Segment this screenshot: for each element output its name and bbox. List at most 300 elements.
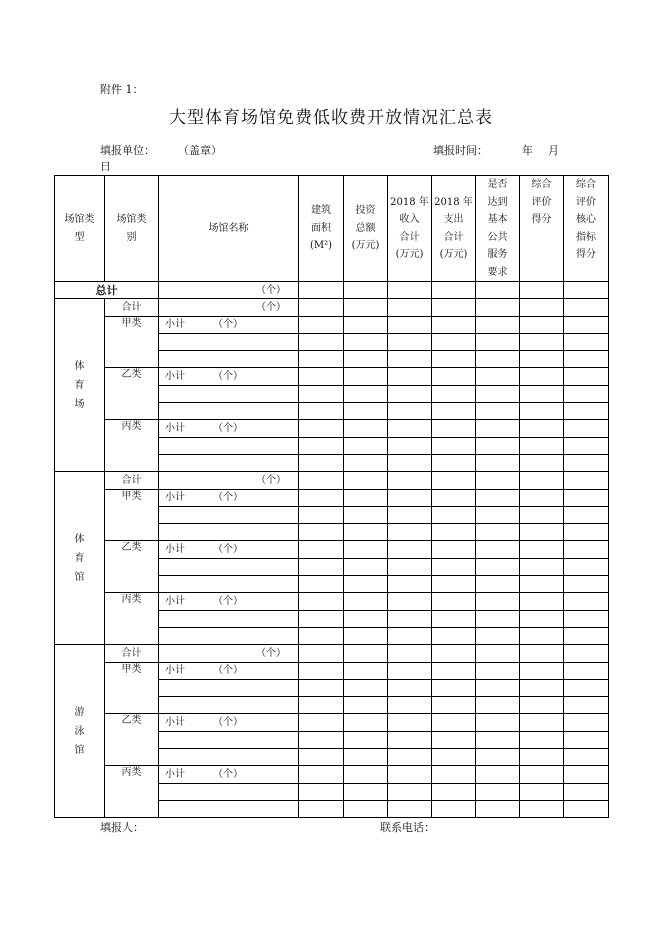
data-cell[interactable] xyxy=(476,524,520,541)
venue-category: 丙类 xyxy=(105,766,159,818)
subtotal-cell xyxy=(159,541,299,558)
column-header: 2018 年 支出 合计 (万元) xyxy=(432,176,476,282)
data-cell[interactable] xyxy=(299,282,344,299)
data-cell[interactable] xyxy=(299,558,344,575)
data-cell[interactable] xyxy=(299,333,344,350)
data-cell[interactable] xyxy=(520,541,564,558)
data-cell[interactable] xyxy=(344,282,388,299)
data-cell[interactable] xyxy=(299,749,344,766)
data-cell[interactable] xyxy=(520,420,564,437)
data-cell[interactable] xyxy=(476,299,520,316)
data-cell[interactable] xyxy=(299,368,344,385)
subtotal-cell xyxy=(159,368,299,385)
data-cell[interactable] xyxy=(564,282,609,299)
data-cell[interactable] xyxy=(344,299,388,316)
data-cell[interactable] xyxy=(476,645,520,662)
data-cell[interactable] xyxy=(564,351,609,368)
data-cell[interactable] xyxy=(432,385,476,402)
data-cell[interactable] xyxy=(476,679,520,696)
subtotal-cell xyxy=(159,766,299,783)
data-cell[interactable] xyxy=(520,299,564,316)
data-cell[interactable] xyxy=(432,749,476,766)
data-cell[interactable] xyxy=(520,749,564,766)
data-cell[interactable] xyxy=(432,627,476,644)
data-cell[interactable] xyxy=(476,749,520,766)
data-cell[interactable] xyxy=(344,368,388,385)
data-cell[interactable] xyxy=(476,472,520,489)
data-cell[interactable] xyxy=(520,576,564,593)
subtotal-count-unit: （个） xyxy=(213,319,243,331)
data-cell[interactable] xyxy=(299,299,344,316)
data-cell[interactable] xyxy=(564,662,609,679)
data-cell[interactable] xyxy=(299,576,344,593)
venue-name-cell[interactable] xyxy=(159,558,299,575)
column-header: 综合 评价 得分 xyxy=(520,176,564,282)
column-header: 投资 总额 (万元) xyxy=(344,176,388,282)
table-row xyxy=(55,489,609,506)
venue-name-cell[interactable] xyxy=(159,454,299,471)
venue-name-cell[interactable] xyxy=(159,437,299,454)
data-cell[interactable] xyxy=(388,506,432,523)
data-cell[interactable] xyxy=(388,351,432,368)
table-row xyxy=(55,420,609,437)
data-cell[interactable] xyxy=(344,472,388,489)
data-cell[interactable] xyxy=(299,351,344,368)
seal-label: （盖章） xyxy=(178,144,222,157)
data-cell[interactable] xyxy=(388,282,432,299)
data-cell[interactable] xyxy=(476,351,520,368)
data-cell[interactable] xyxy=(432,299,476,316)
sum-count-unit: （个） xyxy=(159,472,299,489)
venue-category: 乙类 xyxy=(105,714,159,766)
data-cell[interactable] xyxy=(564,714,609,731)
data-cell[interactable] xyxy=(520,454,564,471)
data-cell[interactable] xyxy=(388,472,432,489)
data-cell[interactable] xyxy=(344,714,388,731)
data-cell[interactable] xyxy=(564,576,609,593)
data-cell[interactable] xyxy=(520,627,564,644)
data-cell[interactable] xyxy=(564,610,609,627)
data-cell[interactable] xyxy=(432,437,476,454)
data-cell[interactable] xyxy=(476,489,520,506)
subtotal-count-unit: （个） xyxy=(213,371,243,383)
phone-label: 联系电话： xyxy=(380,821,435,834)
data-cell[interactable] xyxy=(564,454,609,471)
data-cell[interactable] xyxy=(432,679,476,696)
data-cell[interactable] xyxy=(299,645,344,662)
data-cell[interactable] xyxy=(564,368,609,385)
data-cell[interactable] xyxy=(564,299,609,316)
subtotal-cell xyxy=(159,714,299,731)
data-cell[interactable] xyxy=(299,731,344,748)
data-cell[interactable] xyxy=(388,697,432,714)
data-cell[interactable] xyxy=(432,731,476,748)
data-cell[interactable] xyxy=(564,403,609,420)
data-cell[interactable] xyxy=(388,593,432,610)
data-cell[interactable] xyxy=(388,679,432,696)
table-row xyxy=(55,714,609,731)
data-cell[interactable] xyxy=(564,420,609,437)
venue-name-cell[interactable] xyxy=(159,385,299,402)
attachment-label: 附件 1： xyxy=(100,83,144,96)
data-cell[interactable] xyxy=(476,697,520,714)
data-cell[interactable] xyxy=(432,593,476,610)
venue-category: 乙类 xyxy=(105,368,159,420)
venue-name-cell[interactable] xyxy=(159,333,299,350)
data-cell[interactable] xyxy=(388,524,432,541)
data-cell[interactable] xyxy=(432,282,476,299)
venue-type: 游 泳 馆 xyxy=(55,645,105,818)
data-cell[interactable] xyxy=(344,333,388,350)
table-row xyxy=(55,662,609,679)
data-cell[interactable] xyxy=(344,610,388,627)
data-cell[interactable] xyxy=(299,403,344,420)
column-header: 场馆名称 xyxy=(159,176,299,282)
data-cell[interactable] xyxy=(564,472,609,489)
data-cell[interactable] xyxy=(299,316,344,333)
data-cell[interactable] xyxy=(476,783,520,800)
data-cell[interactable] xyxy=(432,766,476,783)
data-cell[interactable] xyxy=(388,783,432,800)
sum-label: 合计 xyxy=(105,299,159,316)
data-cell[interactable] xyxy=(299,610,344,627)
data-cell[interactable] xyxy=(520,524,564,541)
subtotal-label: 小计 xyxy=(165,319,185,331)
data-cell[interactable] xyxy=(564,679,609,696)
venue-name-cell[interactable] xyxy=(159,627,299,644)
table-row xyxy=(55,368,609,385)
data-cell[interactable] xyxy=(520,645,564,662)
data-cell[interactable] xyxy=(388,627,432,644)
data-cell[interactable] xyxy=(432,316,476,333)
data-cell[interactable] xyxy=(299,697,344,714)
venue-category: 甲类 xyxy=(105,489,159,541)
data-cell[interactable] xyxy=(299,454,344,471)
data-cell[interactable] xyxy=(432,454,476,471)
data-cell[interactable] xyxy=(520,662,564,679)
data-cell[interactable] xyxy=(520,506,564,523)
data-cell[interactable] xyxy=(344,627,388,644)
venue-name-cell[interactable] xyxy=(159,800,299,817)
data-cell[interactable] xyxy=(520,697,564,714)
venue-name-cell[interactable] xyxy=(159,610,299,627)
data-cell[interactable] xyxy=(476,403,520,420)
data-cell[interactable] xyxy=(476,610,520,627)
data-cell[interactable] xyxy=(520,333,564,350)
data-cell[interactable] xyxy=(564,489,609,506)
data-cell[interactable] xyxy=(299,489,344,506)
data-cell[interactable] xyxy=(520,610,564,627)
data-cell[interactable] xyxy=(432,506,476,523)
sum-label: 合计 xyxy=(105,645,159,662)
data-cell[interactable] xyxy=(299,524,344,541)
data-cell[interactable] xyxy=(388,385,432,402)
data-cell[interactable] xyxy=(520,593,564,610)
data-cell[interactable] xyxy=(432,697,476,714)
data-cell[interactable] xyxy=(344,731,388,748)
data-cell[interactable] xyxy=(299,385,344,402)
data-cell[interactable] xyxy=(564,645,609,662)
data-cell[interactable] xyxy=(344,783,388,800)
venue-name-cell[interactable] xyxy=(159,783,299,800)
data-cell[interactable] xyxy=(388,403,432,420)
data-cell[interactable] xyxy=(344,437,388,454)
data-cell[interactable] xyxy=(432,783,476,800)
data-cell[interactable] xyxy=(476,385,520,402)
data-cell[interactable] xyxy=(344,558,388,575)
subtotal-label: 小计 xyxy=(165,423,185,435)
data-cell[interactable] xyxy=(476,541,520,558)
subtotal-cell xyxy=(159,662,299,679)
data-cell[interactable] xyxy=(432,800,476,817)
data-cell[interactable] xyxy=(564,697,609,714)
data-cell[interactable] xyxy=(388,558,432,575)
data-cell[interactable] xyxy=(564,437,609,454)
data-cell[interactable] xyxy=(476,506,520,523)
data-cell[interactable] xyxy=(388,437,432,454)
subtotal-label: 小计 xyxy=(165,544,185,556)
data-cell[interactable] xyxy=(299,679,344,696)
data-cell[interactable] xyxy=(520,766,564,783)
data-cell[interactable] xyxy=(564,333,609,350)
data-cell[interactable] xyxy=(388,714,432,731)
subtotal-cell xyxy=(159,489,299,506)
data-cell[interactable] xyxy=(299,506,344,523)
venue-category: 丙类 xyxy=(105,420,159,472)
data-cell[interactable] xyxy=(344,593,388,610)
data-cell[interactable] xyxy=(388,541,432,558)
data-cell[interactable] xyxy=(388,749,432,766)
data-cell[interactable] xyxy=(432,333,476,350)
data-cell[interactable] xyxy=(564,593,609,610)
table-row xyxy=(55,766,609,783)
data-cell[interactable] xyxy=(344,645,388,662)
data-cell[interactable] xyxy=(564,783,609,800)
sum-label: 合计 xyxy=(105,472,159,489)
data-cell[interactable] xyxy=(476,454,520,471)
subtotal-cell xyxy=(159,316,299,333)
data-cell[interactable] xyxy=(388,610,432,627)
data-cell[interactable] xyxy=(564,800,609,817)
subtotal-label: 小计 xyxy=(165,768,185,780)
data-cell[interactable] xyxy=(476,593,520,610)
venue-name-cell[interactable] xyxy=(159,576,299,593)
data-cell[interactable] xyxy=(476,766,520,783)
data-cell[interactable] xyxy=(299,766,344,783)
data-cell[interactable] xyxy=(344,385,388,402)
data-cell[interactable] xyxy=(344,403,388,420)
data-cell[interactable] xyxy=(388,368,432,385)
data-cell[interactable] xyxy=(388,576,432,593)
subtotal-count-unit: （个） xyxy=(213,423,243,435)
data-cell[interactable] xyxy=(388,800,432,817)
total-row xyxy=(55,282,609,299)
data-cell[interactable] xyxy=(564,731,609,748)
data-cell[interactable] xyxy=(520,368,564,385)
data-cell[interactable] xyxy=(432,472,476,489)
data-cell[interactable] xyxy=(476,714,520,731)
data-cell[interactable] xyxy=(564,558,609,575)
subtotal-label: 小计 xyxy=(165,665,185,677)
sum-count-unit: （个） xyxy=(159,645,299,662)
subtotal-cell xyxy=(159,420,299,437)
subtotal-label: 小计 xyxy=(165,492,185,504)
data-cell[interactable] xyxy=(520,558,564,575)
data-cell[interactable] xyxy=(520,437,564,454)
data-cell[interactable] xyxy=(299,800,344,817)
venue-name-cell[interactable] xyxy=(159,403,299,420)
group-sum-row xyxy=(55,472,609,489)
column-header: 综合 评价 核心 指标 得分 xyxy=(564,176,609,282)
data-cell[interactable] xyxy=(344,697,388,714)
data-cell[interactable] xyxy=(476,800,520,817)
venue-category: 甲类 xyxy=(105,662,159,714)
data-cell[interactable] xyxy=(520,385,564,402)
data-cell[interactable] xyxy=(299,593,344,610)
data-cell[interactable] xyxy=(564,766,609,783)
group-sum-row xyxy=(55,299,609,316)
data-cell[interactable] xyxy=(476,662,520,679)
data-cell[interactable] xyxy=(299,472,344,489)
data-cell[interactable] xyxy=(476,420,520,437)
data-cell[interactable] xyxy=(388,489,432,506)
data-cell[interactable] xyxy=(344,351,388,368)
data-cell[interactable] xyxy=(299,714,344,731)
data-cell[interactable] xyxy=(476,558,520,575)
data-cell[interactable] xyxy=(344,766,388,783)
subtotal-count-unit: （个） xyxy=(213,665,243,677)
data-cell[interactable] xyxy=(520,403,564,420)
data-cell[interactable] xyxy=(299,783,344,800)
subtotal-count-unit: （个） xyxy=(213,717,243,729)
data-cell[interactable] xyxy=(344,316,388,333)
header-row xyxy=(55,176,609,282)
data-cell[interactable] xyxy=(344,506,388,523)
data-cell[interactable] xyxy=(564,524,609,541)
venue-name-cell[interactable] xyxy=(159,749,299,766)
venue-name-cell[interactable] xyxy=(159,679,299,696)
data-cell[interactable] xyxy=(432,576,476,593)
column-header: 是否 达到 基本 公共 服务 要求 xyxy=(476,176,520,282)
data-cell[interactable] xyxy=(520,800,564,817)
column-header: 建筑 面积 (M²) xyxy=(299,176,344,282)
data-cell[interactable] xyxy=(564,316,609,333)
data-cell[interactable] xyxy=(388,731,432,748)
data-cell[interactable] xyxy=(344,662,388,679)
data-cell[interactable] xyxy=(344,576,388,593)
data-cell[interactable] xyxy=(476,437,520,454)
reporter-label: 填报人： xyxy=(100,821,144,834)
data-cell[interactable] xyxy=(520,472,564,489)
data-cell[interactable] xyxy=(299,662,344,679)
data-cell[interactable] xyxy=(520,783,564,800)
data-cell[interactable] xyxy=(432,420,476,437)
data-cell[interactable] xyxy=(432,541,476,558)
data-cell[interactable] xyxy=(344,420,388,437)
data-cell[interactable] xyxy=(432,489,476,506)
data-cell[interactable] xyxy=(344,524,388,541)
data-cell[interactable] xyxy=(564,506,609,523)
data-cell[interactable] xyxy=(564,385,609,402)
data-cell[interactable] xyxy=(564,627,609,644)
data-cell[interactable] xyxy=(388,766,432,783)
data-cell[interactable] xyxy=(432,403,476,420)
data-cell[interactable] xyxy=(344,749,388,766)
data-cell[interactable] xyxy=(476,731,520,748)
subtotal-count-unit: （个） xyxy=(213,595,243,607)
data-cell[interactable] xyxy=(432,610,476,627)
data-cell[interactable] xyxy=(564,541,609,558)
data-cell[interactable] xyxy=(299,541,344,558)
table-row xyxy=(55,593,609,610)
data-cell[interactable] xyxy=(432,524,476,541)
data-cell[interactable] xyxy=(520,316,564,333)
data-cell[interactable] xyxy=(388,645,432,662)
data-cell[interactable] xyxy=(432,368,476,385)
subtotal-count-unit: （个） xyxy=(213,544,243,556)
data-cell[interactable] xyxy=(476,627,520,644)
data-cell[interactable] xyxy=(476,333,520,350)
data-cell[interactable] xyxy=(344,489,388,506)
total-count-unit: （个） xyxy=(159,282,299,299)
data-cell[interactable] xyxy=(476,576,520,593)
data-cell[interactable] xyxy=(520,679,564,696)
data-cell[interactable] xyxy=(432,558,476,575)
data-cell[interactable] xyxy=(388,316,432,333)
data-cell[interactable] xyxy=(432,351,476,368)
data-cell[interactable] xyxy=(344,800,388,817)
venue-name-cell[interactable] xyxy=(159,506,299,523)
data-cell[interactable] xyxy=(388,420,432,437)
data-cell[interactable] xyxy=(344,541,388,558)
data-cell[interactable] xyxy=(520,282,564,299)
data-cell[interactable] xyxy=(299,627,344,644)
table-row xyxy=(55,316,609,333)
data-cell[interactable] xyxy=(520,731,564,748)
data-cell[interactable] xyxy=(476,282,520,299)
data-cell[interactable] xyxy=(388,333,432,350)
data-cell[interactable] xyxy=(388,662,432,679)
data-cell[interactable] xyxy=(520,489,564,506)
data-cell[interactable] xyxy=(432,662,476,679)
venue-name-cell[interactable] xyxy=(159,697,299,714)
venue-name-cell[interactable] xyxy=(159,524,299,541)
data-cell[interactable] xyxy=(520,714,564,731)
data-cell[interactable] xyxy=(476,368,520,385)
data-cell[interactable] xyxy=(299,437,344,454)
data-cell[interactable] xyxy=(432,645,476,662)
data-cell[interactable] xyxy=(520,351,564,368)
venue-name-cell[interactable] xyxy=(159,731,299,748)
venue-category: 乙类 xyxy=(105,541,159,593)
group-sum-row xyxy=(55,645,609,662)
sum-count-unit: （个） xyxy=(159,299,299,316)
data-cell[interactable] xyxy=(388,299,432,316)
data-cell[interactable] xyxy=(299,420,344,437)
venue-name-cell[interactable] xyxy=(159,351,299,368)
page-title: 大型体育场馆免费低收费开放情况汇总表 xyxy=(169,108,493,128)
table-row xyxy=(55,541,609,558)
data-cell[interactable] xyxy=(344,454,388,471)
year-label: 年 xyxy=(522,144,533,157)
data-cell[interactable] xyxy=(564,749,609,766)
data-cell[interactable] xyxy=(476,316,520,333)
venue-type: 体 育 场 xyxy=(55,299,105,472)
data-cell[interactable] xyxy=(432,714,476,731)
data-cell[interactable] xyxy=(344,679,388,696)
data-cell[interactable] xyxy=(388,454,432,471)
summary-table xyxy=(54,175,609,818)
